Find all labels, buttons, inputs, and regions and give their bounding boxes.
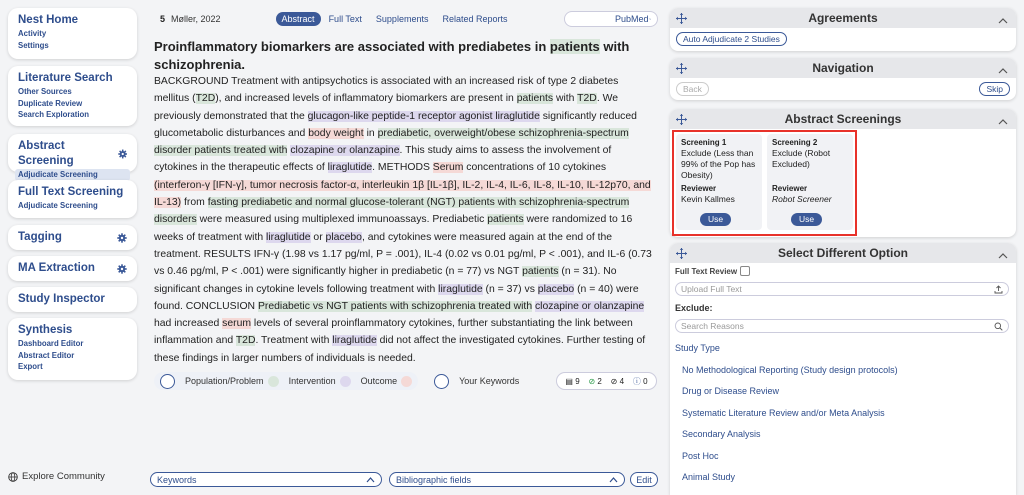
auto-adjudicate-button[interactable]: Auto Adjudicate 2 Studies [676, 32, 787, 46]
move-handle-icon[interactable] [676, 13, 687, 27]
legend-pico-toggle[interactable] [160, 374, 175, 389]
abstract-segment: did not affect the investigated cytokines. Further testing of these findings in larger numbers of individuals is needed. [154, 335, 646, 364]
agreements-title: Agreements [808, 11, 878, 25]
tab-full-text[interactable]: Full Text [328, 14, 362, 24]
search-reasons-input[interactable] [675, 319, 1009, 333]
nav-synthesis [8, 318, 137, 380]
exclude-label: Exclude: [675, 303, 713, 313]
population-color-dot [268, 376, 279, 387]
record-number: 5 [160, 14, 166, 24]
exclude-reason-option[interactable]: Animal Study [682, 472, 736, 482]
population-highlight: Prediabetic vs NGT patients with schizophrenia treated with [257, 300, 533, 312]
screenings-title: Abstract Screenings [784, 112, 902, 126]
abstract-text [154, 73, 656, 367]
intervention-highlight: liraglutide [266, 231, 311, 243]
abstract-segment: BACKGROUND Treatment with antipsychotics is associated with an increased risk of type 2 diabetes mellitus ( [154, 76, 619, 105]
nav-tagging-title[interactable]: Tagging [18, 231, 62, 243]
abstract-segment: levels of several proinflammatory cytokines, further substantiating the link between inflammation and [154, 318, 633, 347]
abstract-segment: in [363, 127, 378, 139]
nav-search-exploration[interactable]: Search Exploration [18, 110, 90, 119]
collapse-icon[interactable] [998, 63, 1008, 77]
population-highlight: prediabetic, overweight/obese schizophrenia-spectrum disorder patients treated with [154, 127, 629, 157]
source-select-value: PubMed [615, 14, 649, 24]
collapse-icon[interactable] [998, 114, 1008, 128]
abstract-segment: . We previously demonstrated that the [154, 93, 618, 122]
exclude-reason-option[interactable]: No Methodological Reporting (Study design protocols) [682, 365, 898, 375]
agreements-panel [670, 8, 1016, 51]
nav-full-text-adjudicate[interactable]: Adjudicate Screening [18, 201, 98, 210]
nav-other-sources[interactable]: Other Sources [18, 87, 72, 96]
intervention-highlight: liraglutide [327, 162, 373, 174]
screening-label: Screening 1 [681, 138, 727, 147]
abstract-segment: were measured using multiplexed immunoassays. Prediabetic [196, 214, 488, 226]
gear-icon[interactable] [118, 149, 127, 159]
reviewer-name: Robot Screener [772, 194, 832, 204]
select-option-title: Select Different Option [777, 246, 908, 260]
screening-card [767, 134, 853, 230]
keywords-dropdown[interactable] [150, 472, 382, 487]
keywords-toggle[interactable] [434, 374, 449, 389]
abstract-segment: (n = 31). No significant changes in cytokine levels following treatment with [154, 266, 617, 295]
abstract-segment: from [181, 197, 208, 209]
legend-keywords-label: Your Keywords [459, 376, 520, 386]
intervention-highlight: clozapine or olanzapine [534, 300, 645, 312]
explore-community-link[interactable] [8, 471, 105, 482]
nav-settings[interactable]: Settings [18, 40, 49, 50]
skip-button[interactable]: Skip [979, 82, 1010, 96]
chevron-up-icon [609, 477, 618, 483]
record-citation: Møller, 2022 [171, 14, 221, 24]
stat-info: ⓘ 0 [632, 376, 648, 386]
nav-full-text-screening-title[interactable]: Full Text Screening [18, 186, 124, 198]
abstract-segment: . Treatment with [255, 335, 333, 347]
gear-icon[interactable] [117, 233, 127, 243]
move-handle-icon[interactable] [676, 114, 687, 128]
globe-icon [8, 472, 18, 482]
intervention-color-dot [340, 376, 351, 387]
nav-synthesis-title[interactable]: Synthesis [18, 324, 73, 336]
highlight-legend [154, 371, 519, 391]
abstract-segment: . METHODS [372, 162, 433, 174]
nav-duplicate-review[interactable]: Duplicate Review [18, 98, 83, 108]
population-highlight: patients [487, 214, 524, 226]
navigation-panel [670, 58, 1016, 100]
bibliographic-dropdown[interactable] [389, 472, 625, 487]
article-title: Proinflammatory biomarkers are associated with prediabetes in patients with schizophrenia. [154, 39, 630, 72]
intervention-highlight: clozapine or olanzapine [290, 145, 400, 157]
population-highlight: T2D [235, 335, 256, 347]
tab-related-reports[interactable]: Related Reports [442, 14, 508, 24]
population-highlight: fasting prediabetic and normal glucose-tolerant (NGT) patients with schizophrenia-spectrum disorders [154, 197, 630, 226]
nav-ma-extraction-title[interactable]: MA Extraction [18, 262, 95, 274]
abstract-segment: (n = 40) were found. CONCLUSION [154, 283, 639, 312]
intervention-highlight: placebo [537, 283, 575, 295]
abstract-segment: , and cytokines were measured again at the end of the treatment. RESULTS IFN-γ (1.98 vs 1.17 pg/ml, P = .001), IL-4 (0.02 vs 0.01 pg/ml, P < .001), and IL-6 (0.73 vs 0.46 pg/ml, P < .001) were significantly higher in prediabetic (n = 77) vs NGT [154, 231, 652, 278]
nav-activity[interactable]: Activity [18, 29, 47, 38]
outcome-color-dot [401, 376, 412, 387]
population-highlight: patients [516, 93, 554, 105]
upload-full-text-field[interactable] [675, 282, 1009, 296]
nav-study-inspector [8, 287, 137, 312]
move-handle-icon[interactable] [676, 248, 687, 262]
full-text-review-label: Full Text Review [675, 266, 738, 276]
back-button[interactable]: Back [676, 82, 709, 96]
nav-literature-search-title[interactable]: Literature Search [18, 72, 113, 84]
abstract-segment: with [553, 93, 578, 105]
search-icon[interactable] [994, 322, 1003, 331]
tab-abstract[interactable]: Abstract [276, 12, 321, 26]
outcome-highlight: serum [222, 318, 252, 330]
upload-icon[interactable] [994, 285, 1003, 294]
population-highlight: T2D [195, 93, 216, 105]
collapse-icon[interactable] [998, 248, 1008, 262]
outcome-highlight: Serum [432, 162, 464, 174]
bibliographic-dropdown-label: Bibliographic fields [396, 474, 472, 485]
nav-dashboard-editor[interactable]: Dashboard Editor [18, 339, 84, 348]
nav-tagging [8, 225, 137, 250]
navigation-title: Navigation [812, 61, 874, 75]
study-type-label: Study Type [675, 343, 720, 353]
screening-decision: Exclude (Robot Excluded) [772, 148, 831, 169]
use-button[interactable]: Use [791, 213, 822, 226]
population-highlight: T2D [577, 93, 597, 105]
abstract-segment: concentrations of 10 cytokines [463, 162, 607, 174]
collapse-icon[interactable] [998, 13, 1008, 27]
reviewer-label: Reviewer [772, 184, 808, 193]
full-text-review-checkbox[interactable] [740, 266, 750, 276]
gear-icon[interactable] [117, 264, 127, 274]
outcome-highlight: (interferon-γ [IFN-γ], tumor necrosis factor-α, interleukin 1β [IL-1β], IL-2, IL-4, IL-6, IL-8, IL-10, IL-12p70, and IL-13) [154, 179, 651, 209]
reviewer-label: Reviewer [681, 184, 717, 193]
abstract-segment: (n = 37) vs [482, 283, 538, 295]
abstract-segment: . This study aims to assess the involvement of cytokines in the therapeutic effects of [154, 145, 612, 174]
chevron-up-icon [366, 477, 375, 483]
intervention-highlight: liraglutide [332, 335, 377, 347]
nav-export[interactable]: Export [18, 362, 43, 371]
nav-nest-home-title[interactable]: Nest Home [18, 14, 79, 26]
abstract-segment: or [310, 231, 326, 243]
screening-card [676, 134, 762, 230]
reviewer-name: Kevin Kallmes [681, 194, 735, 204]
nav-study-inspector-title[interactable]: Study Inspector [18, 293, 105, 305]
intervention-highlight: glucagon-like peptide-1 receptor agonist liraglutide [307, 110, 540, 122]
chevron-down-icon [649, 16, 651, 22]
full-text-review-row [675, 266, 750, 276]
legend-intervention-label: Intervention [288, 376, 336, 386]
nav-abstract-screening [8, 134, 137, 179]
legend-outcome-label: Outcome [360, 376, 398, 386]
move-handle-icon[interactable] [676, 63, 687, 77]
nav-literature-search [8, 66, 137, 126]
screening-label: Screening 2 [772, 138, 818, 147]
nav-abstract-editor[interactable]: Abstract Editor [18, 350, 75, 360]
source-select[interactable] [564, 11, 658, 27]
nav-abstract-adjudicate[interactable]: Adjudicate Screening [15, 169, 130, 181]
abstract-segment: ), and increased levels of inflammatory biomarkers are present in [215, 93, 517, 105]
stat-included: ⊘ 2 [588, 376, 602, 386]
stat-notes: ▤ 9 [565, 376, 580, 386]
nav-ma-extraction [8, 256, 137, 281]
screening-decision: Exclude (Less than 99% of the Pop has Obesity) [681, 148, 756, 180]
edit-button[interactable]: Edit [630, 472, 658, 487]
nav-nest-home [8, 8, 137, 59]
keywords-dropdown-label: Keywords [157, 474, 197, 485]
search-reasons-placeholder: Search Reasons [681, 321, 744, 331]
exclude-reason-option[interactable]: Post Hoc [682, 451, 719, 461]
outcome-highlight: body weight [308, 127, 364, 139]
abstract-segment: were randomized to 16 weeks of treatment with [154, 214, 633, 243]
nav-full-text-screening [8, 180, 137, 218]
legend-population-label: Population/Problem [185, 376, 264, 386]
use-button[interactable]: Use [700, 213, 731, 226]
intervention-highlight: placebo [325, 231, 362, 243]
stat-excluded: ⊘ 4 [610, 376, 625, 386]
exclude-reason-option[interactable]: Systematic Literature Review and/or Meta Analysis [682, 408, 885, 418]
intervention-highlight: liraglutide [438, 283, 483, 295]
nav-abstract-screening-title[interactable]: Abstract Screening [18, 140, 74, 167]
legend-toggles [154, 372, 418, 390]
exclude-reason-option[interactable]: Secondary Analysis [682, 429, 761, 439]
abstract-segment: significantly reduced glucometabolic disturbances and [154, 110, 637, 139]
population-highlight: patients [522, 266, 559, 278]
abstract-segment: had increased [154, 318, 223, 330]
upload-placeholder: Upload Full Text [681, 284, 742, 294]
record-stats [556, 372, 657, 390]
tab-supplements[interactable]: Supplements [375, 14, 429, 24]
explore-community-label: Explore Community [22, 471, 105, 482]
exclude-reason-option[interactable]: Drug or Disease Review [682, 386, 780, 396]
